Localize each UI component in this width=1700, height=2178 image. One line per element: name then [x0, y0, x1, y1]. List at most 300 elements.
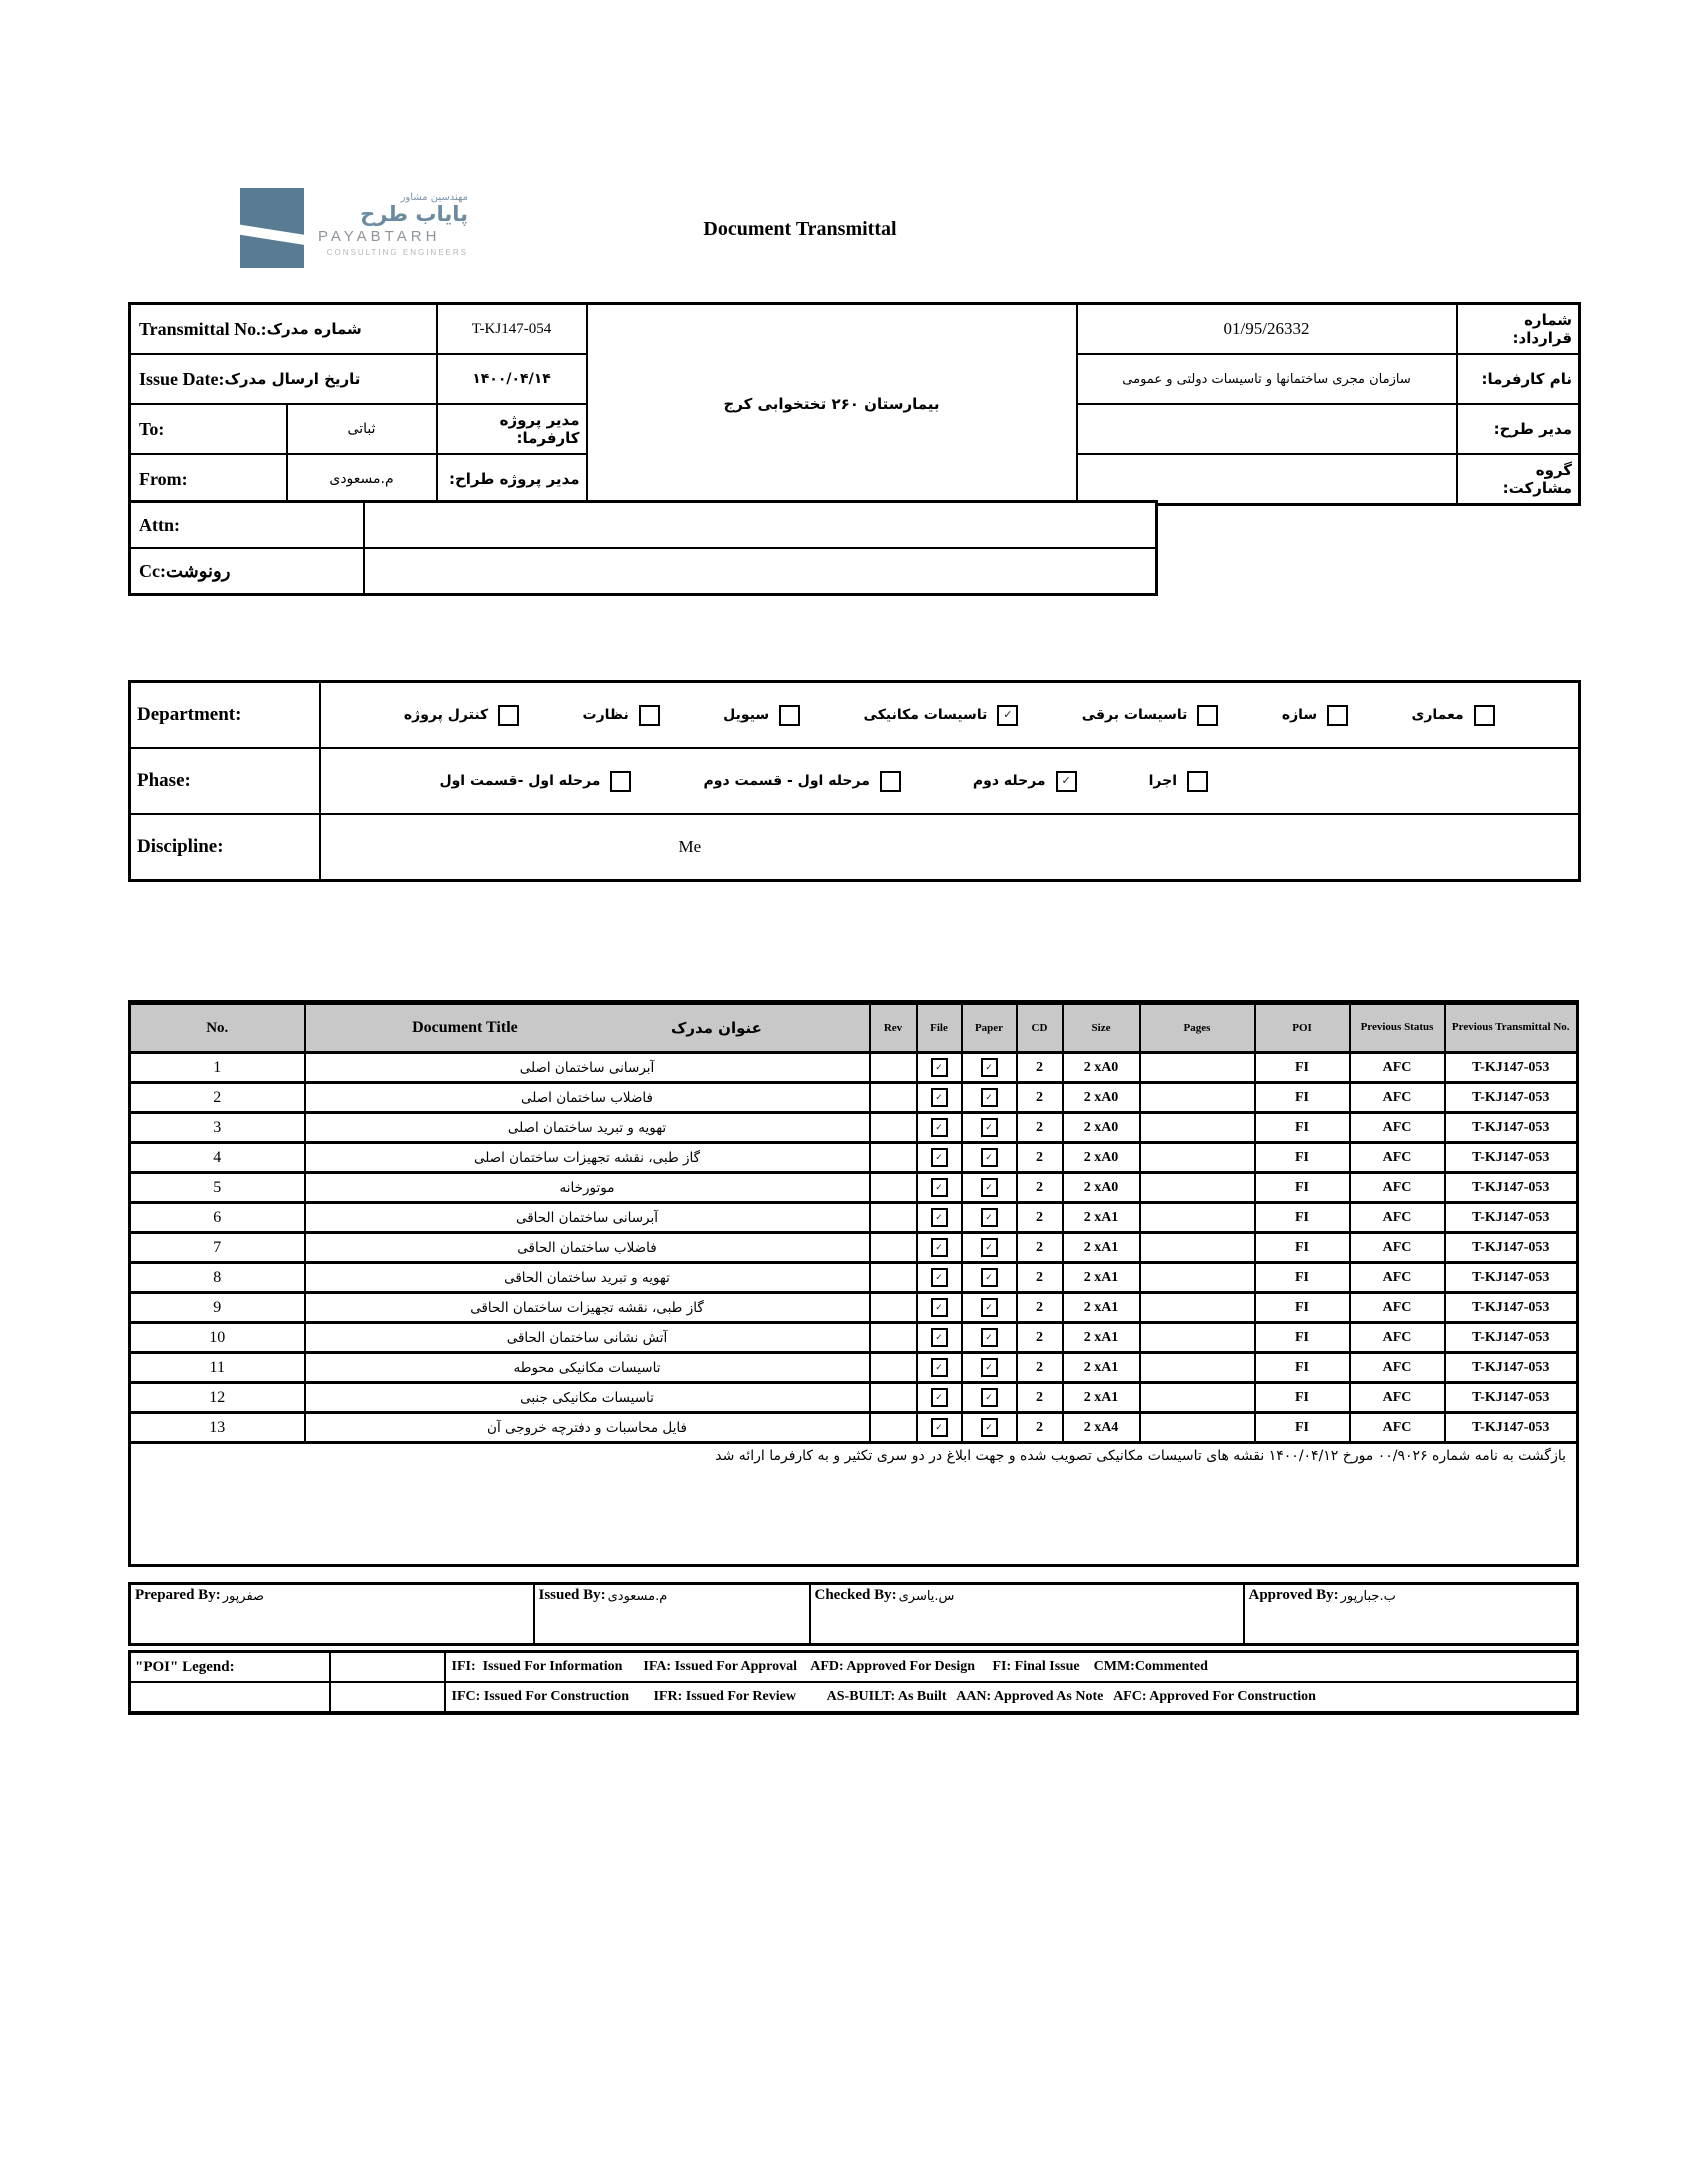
doc-no: 2 [130, 1083, 305, 1113]
doc-size: 2 xA1 [1063, 1383, 1140, 1413]
issue-date-label-en: Issue Date: [139, 368, 225, 389]
phase-options [321, 771, 1579, 792]
department-option [404, 705, 519, 726]
doc-file-checkbox[interactable]: ✓ [931, 1328, 948, 1347]
department-checkbox[interactable]: ✓ [997, 705, 1018, 726]
doc-size: 2 xA0 [1063, 1053, 1140, 1083]
doc-prev-status: AFC [1350, 1203, 1445, 1233]
doc-pages [1140, 1113, 1255, 1143]
legend-label-empty [130, 1682, 330, 1713]
doc-size: 2 xA4 [1063, 1413, 1140, 1443]
doc-file-checkbox[interactable]: ✓ [931, 1118, 948, 1137]
doc-file-checkbox[interactable]: ✓ [931, 1388, 948, 1407]
client-name-value: سازمان مجری ساختمانها و تاسیسات دولتی و عمومی [1077, 354, 1457, 404]
doc-prev-status: AFC [1350, 1173, 1445, 1203]
doc-paper-checkbox[interactable]: ✓ [981, 1268, 998, 1287]
doc-rev [870, 1323, 917, 1353]
doc-paper-checkbox[interactable]: ✓ [981, 1328, 998, 1347]
brand-en-subtitle: CONSULTING ENGINEERS [326, 248, 468, 258]
doc-rev [870, 1383, 917, 1413]
department-checkbox[interactable] [1474, 705, 1495, 726]
doc-rev [870, 1293, 917, 1323]
doc-cd: 2 [1017, 1173, 1063, 1203]
phase-checkbox-label: مرحله دوم [972, 773, 1046, 789]
page-title: Document Transmittal [703, 218, 897, 240]
cc-row [130, 548, 1157, 595]
doc-paper-checkbox [962, 1353, 1017, 1383]
doc-title: تاسیسات مکانیکی محوطه [305, 1353, 870, 1383]
doc-size: 2 xA0 [1063, 1113, 1140, 1143]
header-title-en: Document Title [412, 1019, 518, 1036]
legend-line-1: IFI: Issued For Information IFA: Issued For Approval AFD: Approved For Design FI: Final Issue CMM:Commented [445, 1652, 1578, 1683]
doc-pages [1140, 1143, 1255, 1173]
doc-prev-transmittal: T-KJ147-053 [1445, 1143, 1578, 1173]
doc-paper-checkbox[interactable]: ✓ [981, 1058, 998, 1077]
doc-prev-transmittal: T-KJ147-053 [1445, 1263, 1578, 1293]
doc-row [130, 1173, 1578, 1203]
department-checkbox-label: کنترل پروژه [403, 707, 489, 723]
checked-by-value: س.یاسری [898, 1589, 955, 1604]
legend-spacer-1 [330, 1652, 445, 1683]
issued-by-label: Issued By: [538, 1587, 606, 1603]
doc-row [130, 1353, 1578, 1383]
doc-row [130, 1233, 1578, 1263]
doc-paper-checkbox [962, 1263, 1017, 1293]
doc-no: 3 [130, 1113, 305, 1143]
header-size: Size [1063, 1003, 1140, 1053]
doc-prev-transmittal: T-KJ147-053 [1445, 1113, 1578, 1143]
doc-file-checkbox [917, 1173, 962, 1203]
note-text: بازگشت به نامه شماره ۰۰/۹۰۲۶ مورخ ۱۴۰۰/۰۴/۱۲ نقشه های تاسیسات مکانیکی تصویب شده و جهت ابلاغ در دو سری تکثیر و به کارفرما ارائه شد [715, 1448, 1566, 1464]
doc-file-checkbox[interactable]: ✓ [931, 1058, 948, 1077]
doc-paper-checkbox[interactable]: ✓ [981, 1298, 998, 1317]
doc-no: 1 [130, 1053, 305, 1083]
doc-row [130, 1113, 1578, 1143]
doc-paper-checkbox [962, 1143, 1017, 1173]
doc-paper-checkbox [962, 1323, 1017, 1353]
doc-title: آتش نشانی ساختمان الحاقی [305, 1323, 870, 1353]
department-checkbox-label: تاسیسات برقی [1081, 707, 1188, 723]
doc-poi: FI [1255, 1173, 1350, 1203]
doc-poi: FI [1255, 1293, 1350, 1323]
from-value: م.مسعودی [287, 454, 437, 505]
attn-row [130, 502, 1157, 549]
doc-size: 2 xA0 [1063, 1143, 1140, 1173]
brand-fa-name: پایاب طرح [360, 202, 468, 226]
doc-title: فاضلاب ساختمان اصلی [305, 1083, 870, 1113]
header-prev-transmittal: Previous Transmittal No. [1445, 1003, 1578, 1053]
doc-paper-checkbox[interactable]: ✓ [981, 1088, 998, 1107]
plan-manager-label: مدیر طرح: [1457, 404, 1580, 454]
doc-row [130, 1293, 1578, 1323]
doc-cd: 2 [1017, 1413, 1063, 1443]
doc-file-checkbox [917, 1113, 962, 1143]
phase-option [703, 771, 900, 792]
issued-by-value: م.مسعودی [607, 1589, 668, 1604]
phase-checkbox-label: مرحله اول -قسمت اول [439, 773, 601, 789]
transmittal-no-row [130, 304, 1580, 355]
doc-prev-transmittal: T-KJ147-053 [1445, 1083, 1578, 1113]
doc-pages [1140, 1353, 1255, 1383]
transmittal-no-value: T-KJ147-054 [437, 304, 587, 355]
doc-rev [870, 1143, 917, 1173]
classification-table [128, 680, 1581, 882]
doc-title: گاز طبی، نقشه تجهیزات ساختمان اصلی [305, 1143, 870, 1173]
phase-checkbox[interactable] [610, 771, 631, 792]
doc-rev [870, 1263, 917, 1293]
doc-pages [1140, 1323, 1255, 1353]
doc-size: 2 xA1 [1063, 1323, 1140, 1353]
doc-no: 5 [130, 1173, 305, 1203]
doc-file-checkbox [917, 1083, 962, 1113]
phase-label: Phase: [130, 748, 320, 814]
doc-poi: FI [1255, 1143, 1350, 1173]
phase-options-cell [320, 748, 1580, 814]
doc-paper-checkbox[interactable]: ✓ [981, 1118, 998, 1137]
doc-cd: 2 [1017, 1323, 1063, 1353]
approved-by-cell [1244, 1584, 1578, 1645]
doc-size: 2 xA1 [1063, 1263, 1140, 1293]
transmittal-no-label-fa: شماره مدرک [266, 320, 362, 338]
doc-paper-checkbox [962, 1053, 1017, 1083]
department-checkbox-label: سازه [1281, 707, 1318, 723]
doc-prev-status: AFC [1350, 1053, 1445, 1083]
prepared-by-label: Prepared By: [135, 1587, 221, 1603]
phase-checkbox[interactable] [880, 771, 901, 792]
department-checkbox-label: معماری [1411, 707, 1464, 723]
doc-poi: FI [1255, 1263, 1350, 1293]
doc-cd: 2 [1017, 1113, 1063, 1143]
doc-prev-status: AFC [1350, 1113, 1445, 1143]
doc-rev [870, 1203, 917, 1233]
doc-poi: FI [1255, 1353, 1350, 1383]
doc-paper-checkbox[interactable]: ✓ [981, 1358, 998, 1377]
header-rev: Rev [870, 1003, 917, 1053]
doc-prev-status: AFC [1350, 1263, 1445, 1293]
department-checkbox[interactable] [1197, 705, 1218, 726]
doc-poi: FI [1255, 1413, 1350, 1443]
doc-paper-checkbox [962, 1113, 1017, 1143]
doc-row [130, 1383, 1578, 1413]
header-pages: Pages [1140, 1003, 1255, 1053]
doc-title: فاضلاب ساختمان الحاقی [305, 1233, 870, 1263]
from-label: From: [130, 454, 287, 505]
doc-title: تهویه و تبرید ساختمان الحاقی [305, 1263, 870, 1293]
doc-file-checkbox [917, 1203, 962, 1233]
cc-label: Cc:رونوشت [130, 548, 364, 595]
department-option [1412, 705, 1495, 726]
attn-value[interactable] [364, 502, 1157, 549]
doc-pages [1140, 1233, 1255, 1263]
doc-paper-checkbox [962, 1383, 1017, 1413]
doc-no: 13 [130, 1413, 305, 1443]
doc-size: 2 xA1 [1063, 1203, 1140, 1233]
doc-cd: 2 [1017, 1233, 1063, 1263]
poi-legend-table [128, 1650, 1579, 1715]
doc-rev [870, 1113, 917, 1143]
doc-row [130, 1083, 1578, 1113]
phase-checkbox[interactable]: ✓ [1056, 771, 1077, 792]
doc-prev-status: AFC [1350, 1233, 1445, 1263]
doc-paper-checkbox [962, 1233, 1017, 1263]
client-name-label: نام کارفرما: [1457, 354, 1580, 404]
doc-paper-checkbox [962, 1203, 1017, 1233]
doc-poi: FI [1255, 1383, 1350, 1413]
contract-no-value: 01/95/26332 [1077, 304, 1457, 355]
doc-paper-checkbox [962, 1293, 1017, 1323]
doc-file-checkbox [917, 1053, 962, 1083]
doc-title: گاز طبی، نقشه تجهیزات ساختمان الحاقی [305, 1293, 870, 1323]
to-value: ثباتی [287, 404, 437, 454]
doc-no: 6 [130, 1203, 305, 1233]
header-title-fa: عنوان مدرک [670, 1019, 762, 1037]
doc-rev [870, 1053, 917, 1083]
doc-size: 2 xA0 [1063, 1083, 1140, 1113]
doc-cd: 2 [1017, 1383, 1063, 1413]
legend-row-2 [130, 1682, 1578, 1713]
phase-checkbox-label: اجرا [1148, 773, 1177, 789]
doc-prev-status: AFC [1350, 1323, 1445, 1353]
phase-checkbox-label: مرحله اول - قسمت دوم [703, 773, 870, 789]
phase-option [439, 771, 631, 792]
doc-prev-transmittal: T-KJ147-053 [1445, 1413, 1578, 1443]
to-label: To: [130, 404, 287, 454]
legend-line-2: IFC: Issued For Construction IFR: Issued For Review AS-BUILT: As Built AAN: Approved As Note AFC: Approved For Construction [445, 1682, 1578, 1713]
doc-cd: 2 [1017, 1053, 1063, 1083]
doc-cd: 2 [1017, 1263, 1063, 1293]
header-cd: CD [1017, 1003, 1063, 1053]
doc-rev [870, 1173, 917, 1203]
department-option [1282, 705, 1348, 726]
doc-pages [1140, 1173, 1255, 1203]
transmittal-no-label-cell [130, 304, 437, 355]
department-checkbox[interactable] [1327, 705, 1348, 726]
doc-file-checkbox [917, 1143, 962, 1173]
doc-rev [870, 1083, 917, 1113]
doc-pages [1140, 1263, 1255, 1293]
approved-by-value: ب.جبارپور [1340, 1589, 1396, 1604]
logo-mark-icon [240, 188, 304, 268]
attn-label: Attn: [130, 502, 364, 549]
department-checkbox[interactable] [639, 705, 660, 726]
doc-paper-checkbox[interactable]: ✓ [981, 1238, 998, 1257]
signature-row [130, 1584, 1578, 1645]
issue-date-label-fa: تاریخ ارسال مدرک [224, 370, 361, 388]
doc-pages [1140, 1203, 1255, 1233]
doc-pages [1140, 1413, 1255, 1443]
doc-prev-status: AFC [1350, 1413, 1445, 1443]
doc-file-checkbox[interactable]: ✓ [931, 1238, 948, 1257]
doc-no: 4 [130, 1143, 305, 1173]
header-prev-status: Previous Status [1350, 1003, 1445, 1053]
department-option [723, 705, 800, 726]
doc-prev-status: AFC [1350, 1143, 1445, 1173]
doc-prev-transmittal: T-KJ147-053 [1445, 1323, 1578, 1353]
doc-poi: FI [1255, 1203, 1350, 1233]
doc-paper-checkbox[interactable]: ✓ [981, 1208, 998, 1227]
doc-file-checkbox[interactable]: ✓ [931, 1178, 948, 1197]
doc-prev-transmittal: T-KJ147-053 [1445, 1383, 1578, 1413]
doc-pages [1140, 1383, 1255, 1413]
doc-prev-status: AFC [1350, 1083, 1445, 1113]
doc-no: 8 [130, 1263, 305, 1293]
doc-title: تاسیسات مکانیکی جنبی [305, 1383, 870, 1413]
doc-cd: 2 [1017, 1353, 1063, 1383]
doc-size: 2 xA1 [1063, 1293, 1140, 1323]
doc-prev-transmittal: T-KJ147-053 [1445, 1293, 1578, 1323]
department-label: Department: [130, 682, 320, 749]
department-options [321, 705, 1579, 726]
doc-prev-status: AFC [1350, 1293, 1445, 1323]
department-row [130, 682, 1580, 749]
doc-poi: FI [1255, 1323, 1350, 1353]
doc-row [130, 1323, 1578, 1353]
partnership-value [1077, 454, 1457, 505]
department-checkbox-label: سیویل [723, 707, 770, 723]
doc-title: موتورخانه [305, 1173, 870, 1203]
plan-manager-value [1077, 404, 1457, 454]
header-no: No. [130, 1003, 305, 1053]
doc-file-checkbox[interactable]: ✓ [931, 1358, 948, 1377]
doc-file-checkbox[interactable]: ✓ [931, 1298, 948, 1317]
doc-no: 9 [130, 1293, 305, 1323]
brand-text [318, 188, 468, 257]
contract-no-label: شماره قرارداد: [1457, 304, 1580, 355]
legend-label: "POI" Legend: [130, 1652, 330, 1683]
discipline-value: Me [320, 814, 1580, 881]
doc-prev-transmittal: T-KJ147-053 [1445, 1353, 1578, 1383]
discipline-label: Discipline: [130, 814, 320, 881]
doc-poi: FI [1255, 1233, 1350, 1263]
doc-paper-checkbox[interactable]: ✓ [981, 1148, 998, 1167]
doc-no: 7 [130, 1233, 305, 1263]
company-logo [240, 188, 468, 268]
doc-file-checkbox [917, 1383, 962, 1413]
issue-date-value: ۱۴۰۰/۰۴/۱۴ [437, 354, 587, 404]
prepared-by-cell [130, 1584, 534, 1645]
doc-file-checkbox[interactable]: ✓ [931, 1418, 948, 1437]
doc-rev [870, 1413, 917, 1443]
attn-cc-table [128, 500, 1158, 596]
doc-no: 11 [130, 1353, 305, 1383]
brand-fa-tagline: مهندسین مشاور [400, 192, 468, 203]
header-title-cell [305, 1003, 870, 1053]
doc-rev [870, 1353, 917, 1383]
doc-paper-checkbox [962, 1083, 1017, 1113]
brand-en-name: PAYABTARH [318, 228, 441, 246]
legend-spacer-2 [330, 1682, 445, 1713]
doc-paper-checkbox[interactable]: ✓ [981, 1178, 998, 1197]
issue-date-label-cell [130, 354, 437, 404]
doc-size: 2 xA1 [1063, 1233, 1140, 1263]
doc-paper-checkbox [962, 1173, 1017, 1203]
client-pm-label: مدیر پروژه کارفرما: [437, 404, 587, 454]
doc-title: تهویه و تبرید ساختمان اصلی [305, 1113, 870, 1143]
checked-by-cell [810, 1584, 1244, 1645]
transmittal-no-label-en: Transmittal No.: [139, 318, 267, 339]
prepared-by-value: صفرپور [222, 1589, 265, 1604]
approved-by-label: Approved By: [1248, 1587, 1339, 1603]
department-option [864, 705, 1019, 726]
doc-prev-transmittal: T-KJ147-053 [1445, 1053, 1578, 1083]
note-row [130, 1443, 1578, 1566]
doc-title: آبرسانی ساختمان الحاقی [305, 1203, 870, 1233]
department-option [1082, 705, 1219, 726]
doc-row [130, 1143, 1578, 1173]
department-options-cell [320, 682, 1580, 749]
phase-option [973, 771, 1077, 792]
doc-cd: 2 [1017, 1203, 1063, 1233]
doc-no: 10 [130, 1323, 305, 1353]
header-file: File [917, 1003, 962, 1053]
doc-row [130, 1053, 1578, 1083]
phase-row [130, 748, 1580, 814]
department-checkbox[interactable] [779, 705, 800, 726]
doc-size: 2 xA1 [1063, 1353, 1140, 1383]
doc-prev-transmittal: T-KJ147-053 [1445, 1173, 1578, 1203]
issued-by-cell [534, 1584, 810, 1645]
doc-file-checkbox[interactable]: ✓ [931, 1208, 948, 1227]
doc-pages [1140, 1083, 1255, 1113]
doc-file-checkbox[interactable]: ✓ [931, 1148, 948, 1167]
phase-checkbox[interactable] [1187, 771, 1208, 792]
doc-prev-transmittal: T-KJ147-053 [1445, 1233, 1578, 1263]
doc-prev-transmittal: T-KJ147-053 [1445, 1203, 1578, 1233]
doc-prev-status: AFC [1350, 1383, 1445, 1413]
doc-poi: FI [1255, 1113, 1350, 1143]
doc-table-header-row [130, 1003, 1578, 1053]
doc-file-checkbox[interactable]: ✓ [931, 1268, 948, 1287]
doc-row [130, 1413, 1578, 1443]
doc-file-checkbox [917, 1293, 962, 1323]
doc-poi: FI [1255, 1053, 1350, 1083]
doc-no: 12 [130, 1383, 305, 1413]
checked-by-label: Checked By: [814, 1587, 897, 1603]
doc-title: فایل محاسبات و دفترچه خروجی آن [305, 1413, 870, 1443]
doc-file-checkbox [917, 1323, 962, 1353]
department-checkbox-label: نظارت [582, 707, 629, 723]
designer-pm-label: مدیر پروژه طراح: [437, 454, 587, 505]
document-list-table [128, 1000, 1579, 1567]
logo-stripe [240, 223, 304, 246]
doc-prev-status: AFC [1350, 1353, 1445, 1383]
doc-cd: 2 [1017, 1143, 1063, 1173]
doc-paper-checkbox[interactable]: ✓ [981, 1418, 998, 1437]
department-checkbox-label: تاسیسات مکانیکی [863, 707, 988, 723]
doc-row [130, 1263, 1578, 1293]
doc-size: 2 xA0 [1063, 1173, 1140, 1203]
department-checkbox[interactable] [498, 705, 519, 726]
doc-pages [1140, 1293, 1255, 1323]
project-name-cell: بیمارستان ۲۶۰ تختخوابی کرج [587, 304, 1077, 505]
doc-poi: FI [1255, 1083, 1350, 1113]
doc-pages [1140, 1053, 1255, 1083]
doc-file-checkbox [917, 1263, 962, 1293]
doc-file-checkbox [917, 1353, 962, 1383]
discipline-row [130, 814, 1580, 881]
doc-file-checkbox [917, 1233, 962, 1263]
doc-rev [870, 1233, 917, 1263]
doc-paper-checkbox [962, 1413, 1017, 1443]
doc-row [130, 1203, 1578, 1233]
doc-paper-checkbox[interactable]: ✓ [981, 1388, 998, 1407]
doc-file-checkbox[interactable]: ✓ [931, 1088, 948, 1107]
header-paper: Paper [962, 1003, 1017, 1053]
legend-row-1 [130, 1652, 1578, 1683]
doc-file-checkbox [917, 1413, 962, 1443]
cc-value[interactable] [364, 548, 1157, 595]
partnership-label: گروه مشارکت: [1457, 454, 1580, 505]
